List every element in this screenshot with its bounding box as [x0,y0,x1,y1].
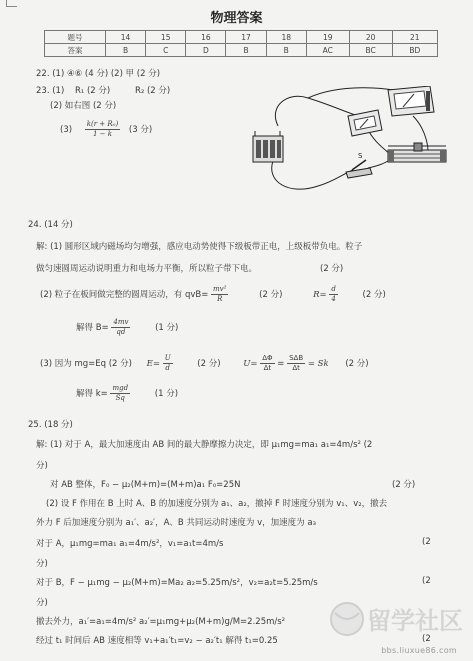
frac-num: mgd [112,384,129,392]
q25-line3: 对 AB 整体，F₀ − μ₂(M+m)=(M+m)a₁ F₀=25N [50,480,241,490]
q24-frac-sdb-dt [287,354,305,373]
q23-fraction [85,120,120,139]
answer-cell: B [226,44,266,57]
answer-table-number-row [45,31,438,44]
voltmeter-icon [388,86,434,116]
q24-frac-b [111,318,130,337]
answer-cell: B [105,44,145,57]
q25-line4: (2) 设 F 作用在 B 上时 A、B 的加速度分别为 a₁、a₂，撤掉 F 时速度分别为 v₁、v₂，撤去 [46,499,388,509]
question-number: 21 [392,31,437,44]
q24-part1-line2 [36,262,257,274]
answer-cell: C [146,44,186,57]
frac-den: Δt [292,364,300,372]
frac-num: 4mv [113,318,129,326]
frac-num: U [164,354,171,362]
q23-line2: (2) 如右图 (2 分) [50,101,117,111]
wire-switch-to-rheostat [368,161,388,168]
q23-line3 [60,120,152,139]
q24-part2-label: (2) 粒子在板间做完整的圆周运动，有 qvB= [40,290,209,300]
watermark-url: bbs.liuxue86.com [381,646,457,655]
frac-num: d [331,285,336,293]
q24-part3-result-label: 解得 k= [76,389,108,399]
q24-part1-text: 做匀速圆周运动说明重力和电场力平衡，所以粒子带下电。 [36,264,258,274]
question-number: 17 [226,31,266,44]
answer-table [44,30,438,57]
frac-den: Δt [263,364,272,372]
q24-part2 [40,285,386,304]
frac-num: SΔB [289,354,304,362]
q25-line11: 经过 t₁ 时间后 AB 速度相等 v₁+a₁′t₁=v₂ − a₂′t₁ 解得 t₁=0.25 [36,636,278,646]
q24-part3-sk: = Sk [307,359,329,369]
wire-battery-to-voltmeter [275,96,358,126]
answer-cell: B [266,44,306,57]
q23-label: 23. (1) [36,86,65,96]
q23-r2: R₂ (2 分) [134,86,171,96]
answer-cell: AC [306,44,349,57]
q24-part2-r: R= [313,290,327,300]
q25-line6-score: (2 [422,537,431,547]
q23-frac-num: k(r + R₀) [86,120,119,128]
question-number: 15 [146,31,186,44]
q25-line8-score: (2 [422,576,431,586]
page-title: 物理答案 [210,11,263,26]
frac-den: R [217,295,223,303]
q24-part1-score: (2 分) [320,264,344,274]
q24-part3 [40,354,369,373]
answer-table-answer-row [45,44,438,57]
rheostat-icon [388,143,446,162]
answer-cell: BC [349,44,392,57]
q23-part3-label: (3) [60,125,73,135]
answer-table-answer-label: 答案 [45,44,106,57]
frac-den: d [165,364,170,372]
q24-part2-result-score: (1 分) [155,323,179,333]
q25-line3-score: (2 分) [392,480,416,490]
frac-den: 4 [331,295,336,303]
q23-frac-den: 1 − k [92,130,112,138]
q23-part3-score: (3 分) [128,125,153,135]
q25-line10: 撤去外力，a₁′=a₁=4m/s² a₂′=μ₁mg+μ₂(M+m)g/M=2.25m/s² [36,617,286,627]
q24-part3-score3: (2 分) [345,359,369,369]
watermark-logo-text: 留学社区 [367,607,463,635]
q24-part2-result [76,318,178,337]
q24-part3-e: E= [146,359,160,369]
q25-line5: 外力 F 后加速度分别为 a₁′、a₂′，A、B 共同运动时速度为 v，加速度为 a₃ [36,518,316,528]
frac-den: qd [116,328,126,336]
battery-icon [253,131,283,162]
switch-icon [346,160,372,178]
question-number: 16 [186,31,226,44]
q24-part3-result-score: (1 分) [154,389,179,399]
q24-part2-score1: (2 分) [259,290,283,300]
question-number: 20 [349,31,392,44]
q24-part3-eq: = [277,359,285,369]
circuit-diagram [248,86,450,196]
frac-num: mv² [213,285,227,293]
q24-head: 24. (14 分) [28,220,73,230]
q24-frac-dphi-dt [260,354,274,373]
q24-part1-line1: 解: (1) 圆形区域内磁场均匀增强，感应电动势使得下级板带正电，上级板带负电。粒子 [36,242,363,252]
q25-line6: 对于 A，μ₁mg=ma₁ a₁=4m/s²，v₁=a₁t=4m/s [36,539,224,549]
q24-frac-d-4 [329,285,337,304]
q23-line1 [36,84,170,96]
question-number: 14 [105,31,145,44]
q25-line8: 对于 B，F − μ₁mg − μ₂(M+m)=Ma₂ a₂=5.25m/s²，v₂=a₂t=5.25m/s [36,578,318,588]
q25-line1: 解: (1) 对于 A，最大加速度由 AB 间的最大静摩擦力决定，即 μ₁mg=ma₁ a₁=4m/s² (2 [36,440,373,450]
q25-line9: 分) [36,598,48,608]
q24-part2-score2: (2 分) [362,290,386,300]
answer-cell: D [186,44,226,57]
answer-table-header-label: 题号 [45,31,106,44]
q24-part3-score2: (2 分) [197,359,221,369]
switch-label: S [358,152,363,160]
q24-part2-result-label: 解得 B= [76,323,109,333]
q24-part3-label: (3) 因为 mg=Eq (2 分) [40,359,132,369]
q24-frac-mv2-r [211,285,228,304]
frac-num: ΔΦ [262,354,273,362]
q23-r1: R₁ (2 分) [74,86,111,96]
question-number: 18 [266,31,306,44]
q24-frac-u-d [163,354,173,373]
watermark-logo [327,599,467,641]
q25-line2: 分) [36,461,48,471]
wire-battery-to-switch [272,161,353,189]
frac-den: Sq [115,394,125,402]
q24-part3-u: U= [243,359,258,369]
answer-cell: BD [392,44,437,57]
q25-line7: 分) [36,559,48,569]
question-number: 19 [306,31,349,44]
q22-answer: 22. (1) ④⑥ (4 分) (2) 甲 (2 分) [36,69,161,79]
q24-frac-k [110,384,130,403]
q25-line11-score: (2 [422,634,431,644]
q24-part3-result [76,384,178,403]
page-corner-mark [6,0,17,7]
q25-head: 25. (18 分) [28,420,73,430]
